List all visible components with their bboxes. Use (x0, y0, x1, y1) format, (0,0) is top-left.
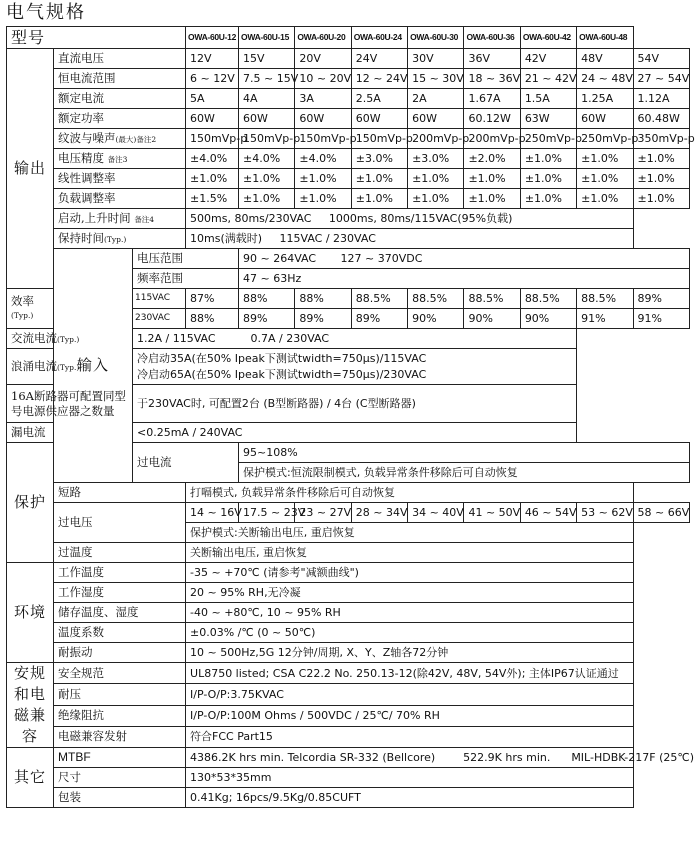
row-label: 工作湿度 (54, 583, 186, 603)
spec-row (7, 768, 690, 788)
value-cell: 89% (295, 309, 351, 329)
row-label: 温度系数 (54, 623, 186, 643)
label-note: (Typ.) (57, 334, 80, 344)
value-cell: ±1.0% (577, 189, 633, 209)
row-label (54, 209, 186, 229)
label-note: (Typ.) (57, 362, 80, 372)
value-cell: 90% (520, 309, 576, 329)
value-cell: 88.5% (577, 289, 633, 309)
value-cell: 53 ~ 62V (577, 503, 633, 523)
value-cell: 90% (464, 309, 520, 329)
value-cell: ±1.0% (520, 169, 576, 189)
value-cell: 30V (408, 49, 464, 69)
category-input: 输入 (54, 249, 133, 483)
value-cell: 2.5A (351, 89, 407, 109)
value-cell: ±3.0% (408, 149, 464, 169)
value-cell: 500ms, 80ms/230VAC 1000ms, 80ms/115VAC(95%负载) (186, 209, 634, 229)
value-cell: 60.12W (464, 109, 520, 129)
value-cell: ±4.0% (295, 149, 351, 169)
value-cell: 150mVp-p (351, 129, 407, 149)
value-cell: ±1.0% (633, 169, 689, 189)
row-label: 安全规范 (54, 663, 186, 684)
value-cell: ±1.0% (408, 169, 464, 189)
value-cell: ±1.0% (239, 169, 295, 189)
value-cell: 27 ~ 54V (633, 69, 689, 89)
spec-row (7, 189, 690, 209)
label-text: 纹波与噪声 (58, 130, 116, 145)
value-cell: I/P-O/P:3.75KVAC (186, 684, 634, 705)
sub-label: 115VAC (133, 289, 186, 309)
value-cell: 保护模式:关断输出电压, 重启恢复 (186, 523, 634, 543)
value-cell: 150mVp-p (295, 129, 351, 149)
model-row (7, 27, 690, 49)
value-cell: 89% (351, 309, 407, 329)
row-label: 储存温度、湿度 (54, 603, 186, 623)
row-label (7, 329, 133, 349)
value-cell: 87% (186, 289, 239, 309)
spec-row (7, 583, 690, 603)
value-cell: 3A (295, 89, 351, 109)
row-label: 直流电压 (54, 49, 186, 69)
label-text: 浪涌电流 (11, 358, 57, 373)
value-cell: 60W (295, 109, 351, 129)
value-cell: ±1.0% (577, 169, 633, 189)
value-cell: I/P-O/P:100M Ohms / 500VDC / 25℃/ 70% RH (186, 705, 634, 726)
spec-row (7, 229, 690, 249)
row-label: 短路 (54, 483, 186, 503)
value-cell: 88.5% (520, 289, 576, 309)
row-label: 尺寸 (54, 768, 186, 788)
value-cell: ±4.0% (239, 149, 295, 169)
value-cell: 21 ~ 42V (520, 69, 576, 89)
value-cell: 91% (577, 309, 633, 329)
category-safety-emc: 安规和电磁兼容 (7, 663, 54, 748)
value-cell: 60W (351, 109, 407, 129)
value-cell: 89% (633, 289, 689, 309)
row-label: 过电流 (133, 443, 239, 483)
value-cell: 60.48W (633, 109, 689, 129)
value-cell: 5A (186, 89, 239, 109)
row-label (54, 149, 186, 169)
value-cell: ±1.5% (186, 189, 239, 209)
value-cell: <0.25mA / 240VAC (133, 423, 577, 443)
value-cell: 28 ~ 34V (351, 503, 407, 523)
value-cell: ±1.0% (351, 169, 407, 189)
value-cell: ±1.0% (464, 189, 520, 209)
value-cell: 10 ~ 500Hz,5G 12分钟/周期, X、Y、Z轴各72分钟 (186, 643, 634, 663)
spec-row (7, 503, 690, 523)
value-cell: 24V (351, 49, 407, 69)
row-label: 频率范围 (133, 269, 239, 289)
category-environment: 环境 (7, 563, 54, 663)
row-label: 过温度 (54, 543, 186, 563)
value-cell: -40 ~ +80℃, 10 ~ 95% RH (186, 603, 634, 623)
value-cell: 150mVp-p (186, 129, 239, 149)
value-cell: 54V (633, 49, 689, 69)
value-cell: 88.5% (464, 289, 520, 309)
label-note: 备注2 (136, 134, 157, 144)
label-text: 启动,上升时间 (58, 210, 131, 225)
value-cell: 10 ~ 20V (295, 69, 351, 89)
value-cell: 130*53*35mm (186, 768, 634, 788)
value-cell: 90% (408, 309, 464, 329)
value-cell: 60W (408, 109, 464, 129)
value-cell: 36V (464, 49, 520, 69)
spec-row (7, 249, 690, 269)
spec-row (7, 483, 690, 503)
page-title: 电气规格 (6, 2, 86, 23)
value-cell: ±1.0% (239, 189, 295, 209)
value-cell: ±1.0% (408, 189, 464, 209)
value-cell: ±1.0% (520, 189, 576, 209)
row-label: 包装 (54, 788, 186, 808)
value-cell: 20 ~ 95% RH,无冷凝 (186, 583, 634, 603)
value-cell: -35 ~ +70℃ (请参考"减额曲线") (186, 563, 634, 583)
row-label (7, 289, 54, 329)
row-label: 电磁兼容发射 (54, 726, 186, 747)
spec-row (7, 209, 690, 229)
model-cell: OWA-60U-20 (295, 27, 351, 49)
spec-row (7, 423, 690, 443)
label-note: 备注4 (134, 214, 155, 224)
value-cell (133, 349, 577, 385)
spec-row (7, 663, 690, 684)
value-cell: 18 ~ 36V (464, 69, 520, 89)
row-label: 额定电流 (54, 89, 186, 109)
value-cell: 于230VAC时, 可配置2台 (B型断路器) / 4台 (C型断路器) (133, 385, 577, 423)
value-cell: 47 ~ 63Hz (239, 269, 690, 289)
value-cell: 23 ~ 27V (295, 503, 351, 523)
spec-row (7, 385, 690, 423)
value-cell: 1.12A (633, 89, 689, 109)
value-cell: 41 ~ 50V (464, 503, 520, 523)
model-cell: OWA-60U-42 (520, 27, 576, 49)
row-label (54, 229, 186, 249)
row-label (7, 349, 133, 385)
value-cell: 350mVp-p (633, 129, 689, 149)
value-cell: ±1.0% (633, 149, 689, 169)
value-cell: 90 ~ 264VAC 127 ~ 370VDC (239, 249, 690, 269)
model-cell: OWA-60U-30 (408, 27, 464, 49)
spec-table (6, 26, 695, 808)
value-cell: ±4.0% (186, 149, 239, 169)
value-cell: 89% (239, 309, 295, 329)
label-note: (Typ.) (104, 234, 127, 244)
value-cell: 24 ~ 48V (577, 69, 633, 89)
row-label: 绝缘阻抗 (54, 705, 186, 726)
value-cell: 6 ~ 12V (186, 69, 239, 89)
row-label: 电压范围 (133, 249, 239, 269)
spec-row (7, 788, 690, 808)
value-cell: 200mVp-p (408, 129, 464, 149)
row-label: 耐压 (54, 684, 186, 705)
row-label: 16A断路器可配置同型号电源供应器之数量 (7, 385, 133, 423)
row-label: 负载调整率 (54, 189, 186, 209)
value-cell: ±1.0% (633, 189, 689, 209)
value-cell: 0.41Kg; 16pcs/9.5Kg/0.85CUFT (186, 788, 634, 808)
model-header-label: 型号 (7, 27, 186, 49)
row-label: 线性调整率 (54, 169, 186, 189)
value-cell: 17.5 ~ 23V (239, 503, 295, 523)
value-cell: 60W (239, 109, 295, 129)
value-cell: 7.5 ~ 15V (239, 69, 295, 89)
inrush-line-115: 冷启动35A(在50% Ipeak下测试twidth=750μs)/115VAC (137, 351, 427, 365)
value-cell: ±3.0% (351, 149, 407, 169)
value-cell: 250mVp-p (577, 129, 633, 149)
value-cell: 48V (577, 49, 633, 69)
value-cell: 95~108% (239, 443, 690, 463)
value-cell: 2A (408, 89, 464, 109)
model-cell: OWA-60U-48 (577, 27, 633, 49)
value-cell: 12 ~ 24V (351, 69, 407, 89)
row-label: 漏电流 (7, 423, 133, 443)
label-note: 备注3 (107, 154, 128, 164)
spec-row (7, 149, 690, 169)
value-cell: 1.5A (520, 89, 576, 109)
value-cell: ±1.0% (577, 149, 633, 169)
row-label: 工作温度 (54, 563, 186, 583)
label-note: (最大) (115, 134, 137, 144)
value-cell: 88.5% (408, 289, 464, 309)
value-cell: 60W (577, 109, 633, 129)
value-cell: 14 ~ 16V (186, 503, 239, 523)
spec-row (7, 109, 690, 129)
spec-row (7, 623, 690, 643)
label-text: 电压精度 (58, 150, 104, 165)
spec-row (7, 49, 690, 69)
category-output: 输出 (7, 49, 54, 289)
value-cell: 1.2A / 115VAC 0.7A / 230VAC (133, 329, 577, 349)
row-label: 恒电流范围 (54, 69, 186, 89)
spec-row (7, 684, 690, 705)
spec-row (7, 563, 690, 583)
spec-row (7, 705, 690, 726)
value-cell: 58 ~ 66V (633, 503, 689, 523)
spec-row (7, 643, 690, 663)
value-cell: 4A (239, 89, 295, 109)
value-cell: 88.5% (351, 289, 407, 309)
row-label (54, 129, 186, 149)
value-cell: 关断输出电压, 重启恢复 (186, 543, 634, 563)
spec-row (7, 89, 690, 109)
value-cell: 88% (239, 289, 295, 309)
row-label: 额定功率 (54, 109, 186, 129)
value-cell: 10ms(满载时) 115VAC / 230VAC (186, 229, 634, 249)
value-cell: 34 ~ 40V (408, 503, 464, 523)
value-cell: ±1.0% (186, 169, 239, 189)
value-cell: 150mVp-p (239, 129, 295, 149)
value-cell: UL8750 listed; CSA C22.2 No. 250.13-12(除42V, 48V, 54V外); 主体IP67认证通过 (186, 663, 634, 684)
category-protection: 保护 (7, 443, 54, 563)
value-cell: 15 ~ 30V (408, 69, 464, 89)
model-cell: OWA-60U-24 (351, 27, 407, 49)
spec-row (7, 748, 690, 768)
value-cell: 91% (633, 309, 689, 329)
value-cell: ±2.0% (464, 149, 520, 169)
value-cell: 63W (520, 109, 576, 129)
model-cell: OWA-60U-36 (464, 27, 520, 49)
label-note: (Typ.) (11, 311, 34, 320)
spec-row (7, 543, 690, 563)
value-cell: 4386.2K hrs min. Telcordia SR-332 (Bellcore) 522.9K hrs min. MIL-HDBK-217F (25℃) (186, 748, 634, 768)
label-text: 交流电流 (11, 330, 57, 345)
value-cell: 88% (186, 309, 239, 329)
model-cell: OWA-60U-12 (186, 27, 239, 49)
value-cell: 打嗝模式, 负载异常条件移除后可自动恢复 (186, 483, 634, 503)
label-text: 效率 (11, 294, 34, 308)
label-text: 保持时间 (58, 230, 104, 245)
inrush-line-230: 冷启动65A(在50% Ipeak下测试twidth=750μs)/230VAC (137, 367, 427, 381)
row-label: 耐振动 (54, 643, 186, 663)
model-cell: OWA-60U-15 (239, 27, 295, 49)
value-cell: ±1.0% (464, 169, 520, 189)
value-cell: 42V (520, 49, 576, 69)
value-cell: 保护模式:恒流限制模式, 负载异常条件移除后可自动恢复 (239, 463, 690, 483)
spec-row (7, 603, 690, 623)
spec-row (7, 129, 690, 149)
row-label: 过电压 (54, 503, 186, 543)
value-cell: ±1.0% (295, 189, 351, 209)
value-cell: 46 ~ 54V (520, 503, 576, 523)
spec-row (7, 69, 690, 89)
value-cell: 12V (186, 49, 239, 69)
value-cell: 200mVp-p (464, 129, 520, 149)
value-cell: 88% (295, 289, 351, 309)
value-cell: 250mVp-p (520, 129, 576, 149)
value-cell: 15V (239, 49, 295, 69)
value-cell: 60W (186, 109, 239, 129)
value-cell: ±1.0% (351, 189, 407, 209)
value-cell: ±1.0% (295, 169, 351, 189)
value-cell: 1.25A (577, 89, 633, 109)
value-cell: ±0.03% /℃ (0 ~ 50℃) (186, 623, 634, 643)
value-cell: 1.67A (464, 89, 520, 109)
value-cell: 20V (295, 49, 351, 69)
spec-row (7, 329, 690, 349)
spec-row (7, 726, 690, 747)
value-cell: 符合FCC Part15 (186, 726, 634, 747)
value-cell: ±1.0% (520, 149, 576, 169)
row-label: MTBF (54, 748, 186, 768)
spec-row (7, 169, 690, 189)
sub-label: 230VAC (133, 309, 186, 329)
category-others: 其它 (7, 748, 54, 808)
